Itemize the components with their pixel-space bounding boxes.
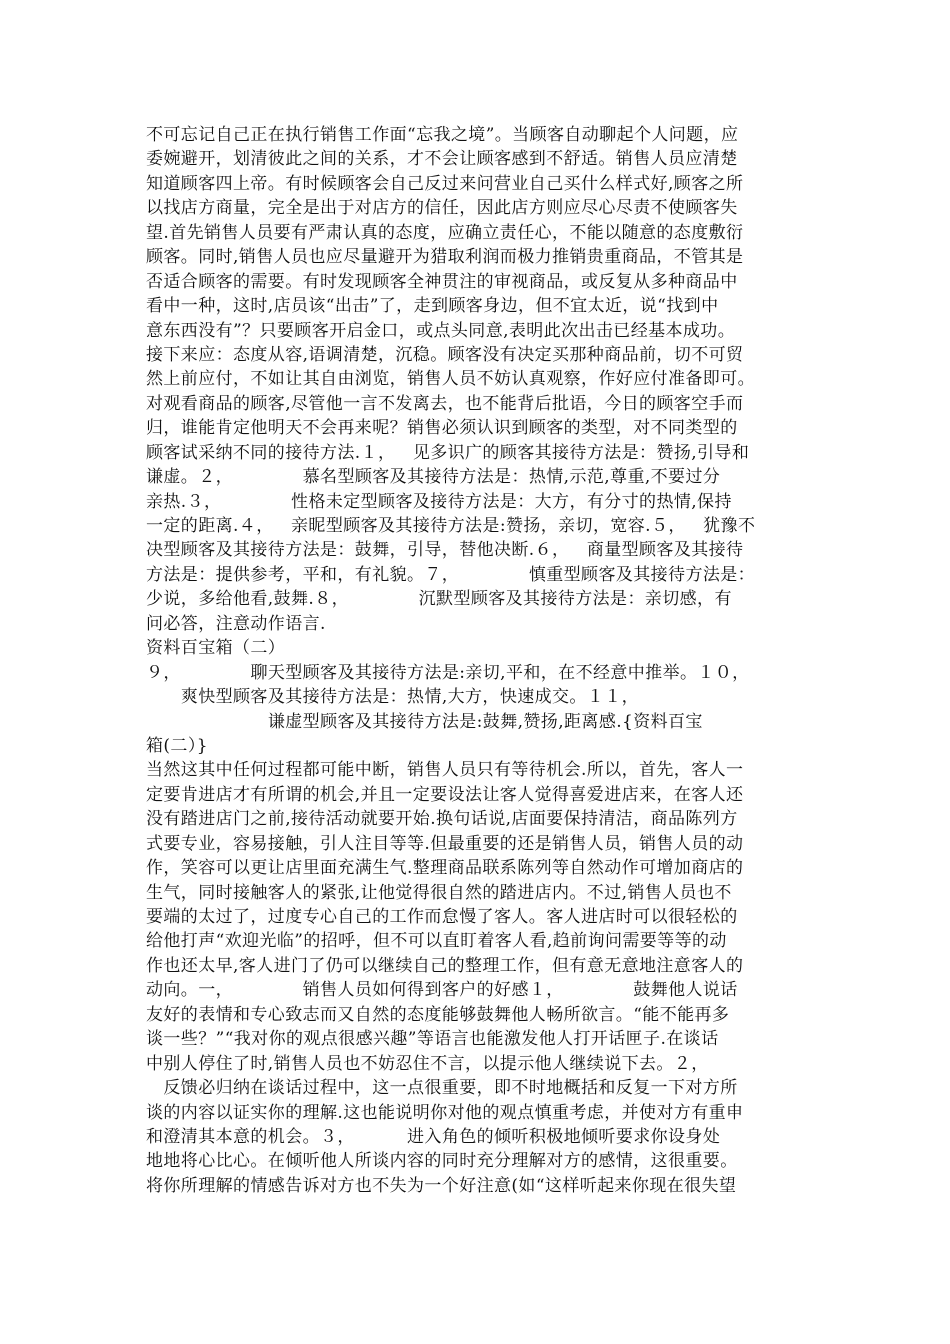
text-line: 接下来应：态度从容,语调清楚，沉稳。顾客没有决定买那种商品前，切不可贸 xyxy=(146,344,744,365)
text-line: 顾客。同时,销售人员也应尽量避开为猎取利润而极力推销贵重商品，不管其是 xyxy=(146,247,744,268)
text-line: 以找店方商量，完全是出于对店方的信任，因此店方则应尽心尽责不使顾客失 xyxy=(146,198,738,219)
text-line: 给他打声“欢迎光临”的招呼，但不可以直盯着客人看,趋前询问需要等等的动 xyxy=(146,931,727,952)
text-line: 动向。一， 销售人员如何得到客户的好感１， 鼓舞他人说话 xyxy=(146,980,738,1001)
text-line: 地地将心比心。在倾听他人所谈内容的同时充分理解对方的感情，这很重要。 xyxy=(146,1151,738,1172)
text-line: 定要肯进店才有所谓的机会,并且一定要设法让客人觉得喜爱进店来，在客人还 xyxy=(146,784,744,805)
text-line: 中别人停住了时,销售人员也不妨忍住不言，以提示他人继续说下去。２， xyxy=(146,1053,709,1074)
text-line: 作，笑容可以更让店里面充满生气.整理商品联系陈列等自然动作可增加商店的 xyxy=(146,858,744,879)
text-line: 对观看商品的顾客,尽管他一言不发离去，也不能背后批语，今日的顾客空手而 xyxy=(146,393,744,414)
text-line: 作也还太早,客人进门了仍可以继续自己的整理工作，但有意无意地注意客人的 xyxy=(146,955,744,976)
text-line: 生气，同时接触客人的紧张,让他觉得很自然的踏进店内。不过,销售人员也不 xyxy=(146,882,732,903)
text-line: 委婉避开，划清彼此之间的关系，才不会让顾客感到不舒适。销售人员应清楚 xyxy=(146,149,738,170)
text-line: 资料百宝箱（二） xyxy=(146,638,286,659)
text-line: 谦虚型顾客及其接待方法是:鼓舞,赞扬,距离感.{资料百宝 xyxy=(146,711,703,732)
text-line: 意东西没有”？只要顾客开启金口，或点头同意,表明此次出击已经基本成功。 xyxy=(146,320,736,341)
text-line: 看中一种，这时,店员该“出击”了，走到顾客身边，但不宜太近，说“找到中 xyxy=(146,296,719,317)
text-line: 方法是：提供参考，平和，有礼貌。７， 慎重型顾客及其接待方法是： xyxy=(146,564,756,585)
text-line: 爽快型顾客及其接待方法是：热情,大方，快速成交。１１， xyxy=(146,687,640,708)
text-line: ９， 聊天型顾客及其接待方法是:亲切,平和，在不经意中推举。１０， xyxy=(146,662,750,683)
document-body-text xyxy=(146,123,808,1198)
text-line: 将你所理解的情感告诉对方也不失为一个好注意(如“这样听起来你现在很失望 xyxy=(146,1175,737,1196)
text-line: 然上前应付，不如让其自由浏览，销售人员不妨认真观察，作好应付准备即可。 xyxy=(146,369,755,390)
text-line: 谦虚。２， 慕名型顾客及其接待方法是：热情,示范,尊重,不要过分 xyxy=(146,467,721,488)
text-line: 不可忘记自己正在执行销售工作面“忘我之境”。当顾客自动聊起个人问题，应 xyxy=(146,125,739,145)
text-line: 问必答，注意动作语言. xyxy=(146,613,326,634)
text-line: 顾客试采纳不同的接待方法.１， 见多识广的顾客其接待方法是：赞扬,引导和 xyxy=(146,442,750,463)
text-line: 反馈必归纳在谈话过程中，这一点很重要，即不时地概括和反复一下对方所 xyxy=(146,1078,738,1099)
text-line: 式要专业，容易接触，引人注目等等.但最重要的还是销售人员，销售人员的动 xyxy=(146,833,744,854)
text-line: 和澄清其本意的机会。３， 进入角色的倾听积极地倾听要求你设身处 xyxy=(146,1126,721,1147)
text-line: 谈的内容以证实你的理解.这也能说明你对他的观点慎重考虑，并使对方有重申 xyxy=(146,1102,744,1123)
text-line: 要端的太过了，过度专心自己的工作而怠慢了客人。客人进店时可以很轻松的 xyxy=(146,907,738,927)
text-line: 当然这其中任何过程都可能中断，销售人员只有等待机会.所以，首先，客人一 xyxy=(146,760,744,781)
text-line: 望.首先销售人员要有严肃认真的态度，应确立责任心，不能以随意的态度敷衍 xyxy=(146,222,744,243)
text-line: 箱(二）} xyxy=(146,735,208,756)
text-line: 谈一些？”“我对你的观点很感兴趣”等语言也能激发他人打开话匣子.在谈话 xyxy=(146,1029,719,1050)
text-line: 没有踏进店门之前,接待活动就要开始.换句话说,店面要保持清洁，商品陈列方 xyxy=(146,809,738,830)
text-line: 否适合顾客的需要。有时发现顾客全神贯注的审视商品，或反复从多种商品中 xyxy=(146,271,738,292)
text-line: 归，谁能肯定他明天不会再来呢？销售必须认识到顾客的类型，对不同类型的 xyxy=(146,418,738,439)
text-line: 少说，多给他看,鼓舞.８， 沉默型顾客及其接待方法是：亲切感，有 xyxy=(146,589,732,610)
text-line: 亲热.３， 性格未定型顾客及接待方法是：大方，有分寸的热情,保持 xyxy=(146,491,732,512)
text-line: 友好的表情和专心致志而又自然的态度能够鼓舞他人畅所欲言。“能不能再多 xyxy=(146,1004,730,1025)
text-line: 决型顾客及其接待方法是：鼓舞，引导，替他决断.６， 商量型顾客及其接待 xyxy=(146,540,744,561)
text-line: 知道顾客四上帝。有时候顾客会自己反过来问营业自己买什么样式好,顾客之所 xyxy=(146,173,744,194)
text-line: 一定的距离.４， 亲昵型顾客及其接待方法是:赞扬，亲切，宽容.５， 犹豫不 xyxy=(146,516,756,536)
